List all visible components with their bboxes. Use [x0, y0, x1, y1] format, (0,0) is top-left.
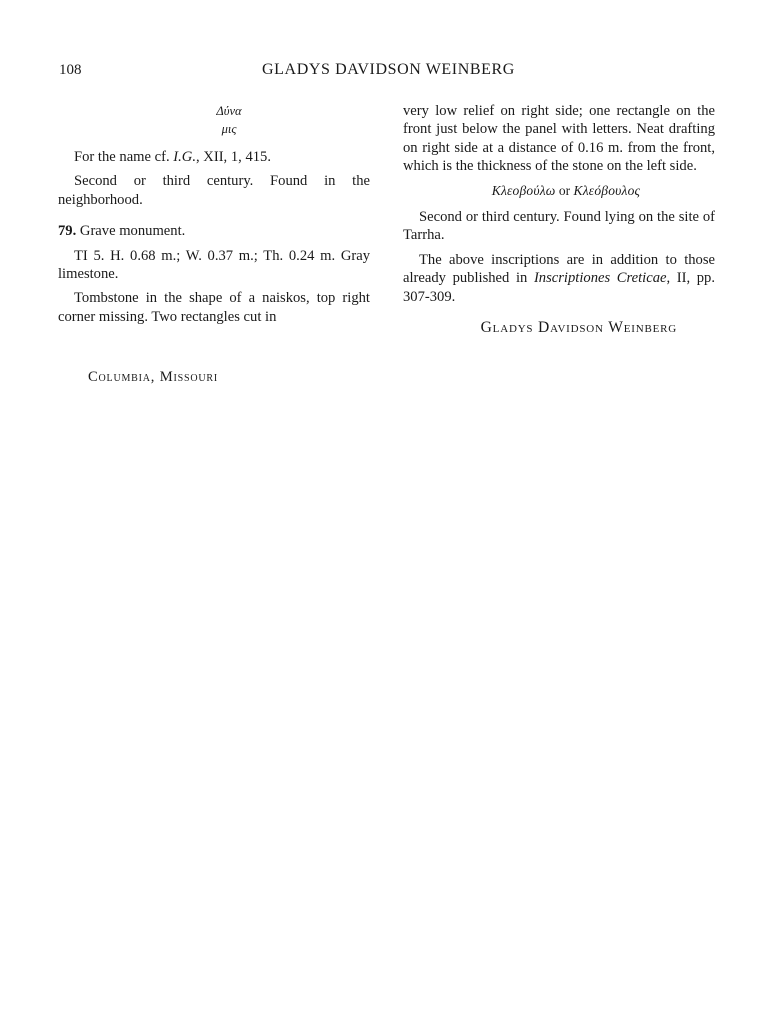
greek-name-b: Κλεόβουλος [573, 182, 641, 198]
note-title: Inscriptiones Creticae [533, 270, 667, 287]
greek-inscription [417, 182, 715, 200]
ref-prefix: For the name cf. [74, 149, 174, 165]
ref-title: I.G. [173, 149, 196, 165]
paragraph-dimensions: TI 5. H. 0.68 m.; W. 0.37 m.; Th. 0.24 m. Gray limestone. [58, 247, 370, 283]
paragraph-date-found-2: Second or third century. Found lying on the site of Tarrha. [403, 209, 715, 244]
paragraph-name-reference [58, 148, 370, 166]
place-line: Columbia, Missouri [88, 369, 218, 385]
entry-number: 79. [58, 223, 77, 240]
greek-line-2: μις [221, 122, 237, 136]
greek-line-1: Δύνα [216, 104, 242, 118]
page-number: 108 [59, 62, 82, 78]
paragraph-date-found: Second or third century. Found in the neighborhood. [58, 173, 370, 208]
greek-or: or [555, 182, 574, 198]
entry-heading [58, 222, 370, 240]
running-title: GLADYS DAVIDSON WEINBERG [262, 61, 515, 78]
note-suffix: , II, pp. 307-309. [403, 270, 715, 305]
author-signature: Gladys Davidson Weinberg [480, 319, 677, 337]
ref-suffix: , XII, 1, 415. [196, 149, 271, 165]
entry-title: Grave monument. [76, 223, 186, 240]
note-prefix: The above inscriptions are in addition to those already published in [403, 251, 715, 287]
right-column [403, 102, 715, 337]
left-column [58, 102, 370, 326]
paragraph-publication-note [403, 251, 715, 306]
paragraph-description-cont: very low relief on right side; one rectangle on the front just below the panel with letters. Neat drafting on right side at a distance of 0.16 m. from the front, which is the thickness of the stone on the left side. [403, 103, 715, 175]
paragraph-description: Tombstone in the shape of a naiskos, top right corner missing. Two rectangles cut in [58, 290, 370, 325]
greek-name-a: Κλεοβούλω [491, 182, 556, 198]
